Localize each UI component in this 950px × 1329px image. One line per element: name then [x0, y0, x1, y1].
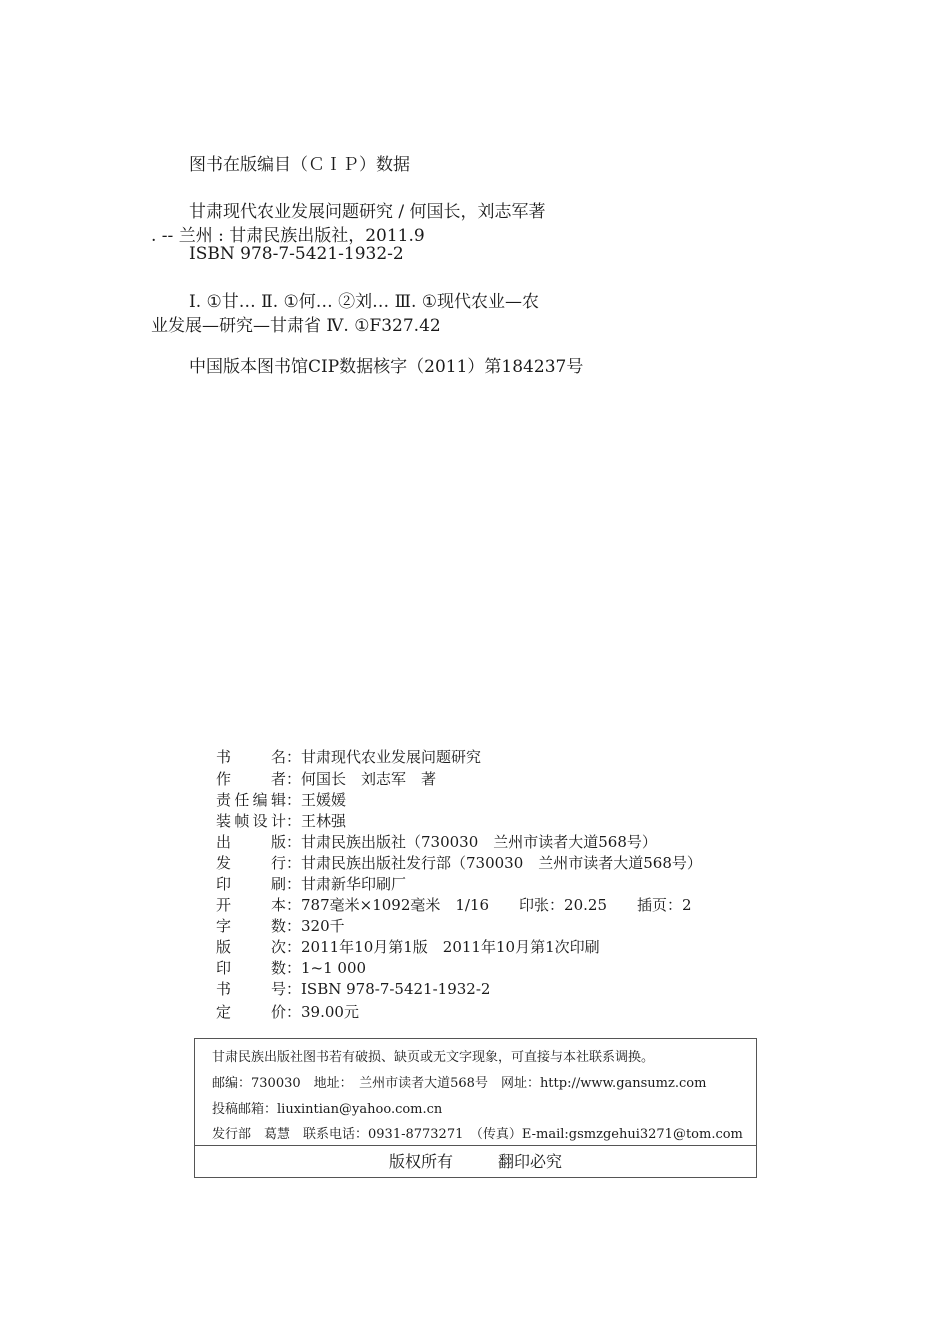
info-row [216, 811, 346, 832]
info-row [216, 895, 692, 916]
info-label: 作者 [216, 770, 286, 788]
info-row [216, 769, 436, 790]
info-value: ：2011年10月第1版 2011年10月第1次印刷 [286, 938, 600, 956]
cip-subject-line-1: Ⅰ. ①甘… Ⅱ. ①何… ②刘… Ⅲ. ①现代农业—农 [189, 292, 540, 312]
notice-line-damage: 甘肃民族出版社图书若有破损、缺页或无文字现象，可直接与本社联系调换。 [212, 1050, 655, 1065]
info-value: ：何国长 刘志军 著 [286, 770, 437, 788]
copyright-text: 版权所有 [388, 1152, 453, 1171]
info-value: ：甘肃民族出版社（730030 兰州市读者大道568号） [286, 833, 657, 851]
info-value: ：1~1 000 [286, 959, 367, 977]
info-value: ：王林强 [286, 812, 347, 830]
notice-box [194, 1038, 757, 1178]
info-row [216, 853, 702, 874]
info-row [216, 937, 600, 958]
cip-title-line: 甘肃现代农业发展问题研究 / 何国长，刘志军著 [189, 202, 546, 222]
info-value: ：甘肃新华印刷厂 [286, 875, 407, 893]
info-value: ：39.00元 [286, 1003, 359, 1021]
info-label: 开本 [216, 896, 286, 914]
cip-heading: 图书在版编目（ＣＩＰ）数据 [189, 155, 410, 175]
info-value: ：甘肃民族出版社发行部（730030 兰州市读者大道568号） [286, 854, 702, 872]
info-label: 装帧设计 [216, 812, 286, 830]
info-label: 定价 [216, 1003, 286, 1021]
info-row [216, 832, 657, 853]
info-row [216, 790, 346, 811]
cip-subject-line-2: 业发展—研究—甘肃省 Ⅳ. ①F327.42 [151, 316, 441, 336]
notice-line-email: 投稿邮箱：liuxintian@yahoo.com.cn [212, 1102, 443, 1117]
info-label: 版次 [216, 938, 286, 956]
info-row [216, 747, 481, 768]
info-label: 发行 [216, 854, 286, 872]
info-value: ：甘肃现代农业发展问题研究 [286, 748, 482, 766]
info-label: 字数 [216, 917, 286, 935]
info-row [216, 958, 366, 979]
info-value: ：王媛媛 [286, 791, 347, 809]
info-row [216, 874, 406, 895]
notice-line-contact: 发行部 葛慧 联系电话：0931-8773271 （传真）E-mail:gsmzgehui3271@tom.com [212, 1127, 743, 1142]
info-value: ：ISBN 978-7-5421-1932-2 [286, 980, 491, 998]
info-row [216, 979, 490, 1000]
info-label: 出版 [216, 833, 286, 851]
info-value: ：320千 [286, 917, 345, 935]
notice-line-address: 邮编：730030 地址： 兰州市读者大道568号 网址：http://www.gansumz.com [212, 1076, 707, 1091]
info-row [216, 1002, 359, 1023]
info-label: 印数 [216, 959, 286, 977]
info-label: 责任编辑 [216, 791, 286, 809]
info-label: 书名 [216, 748, 286, 766]
info-label: 书号 [216, 980, 286, 998]
cip-publication-line: . -- 兰州 : 甘肃民族出版社，2011.9 [151, 226, 425, 246]
copyright-footer [195, 1145, 756, 1178]
info-value: ：787毫米×1092毫米 1/16 印张：20.25 插页：2 [286, 896, 692, 914]
info-label: 印刷 [216, 875, 286, 893]
cip-number-line: 中国版本图书馆CIP数据核字（2011）第184237号 [189, 357, 584, 377]
reprint-prohibited-text: 翻印必究 [498, 1152, 563, 1171]
info-row [216, 916, 345, 937]
cip-isbn-line: ISBN 978-7-5421-1932-2 [189, 244, 404, 264]
